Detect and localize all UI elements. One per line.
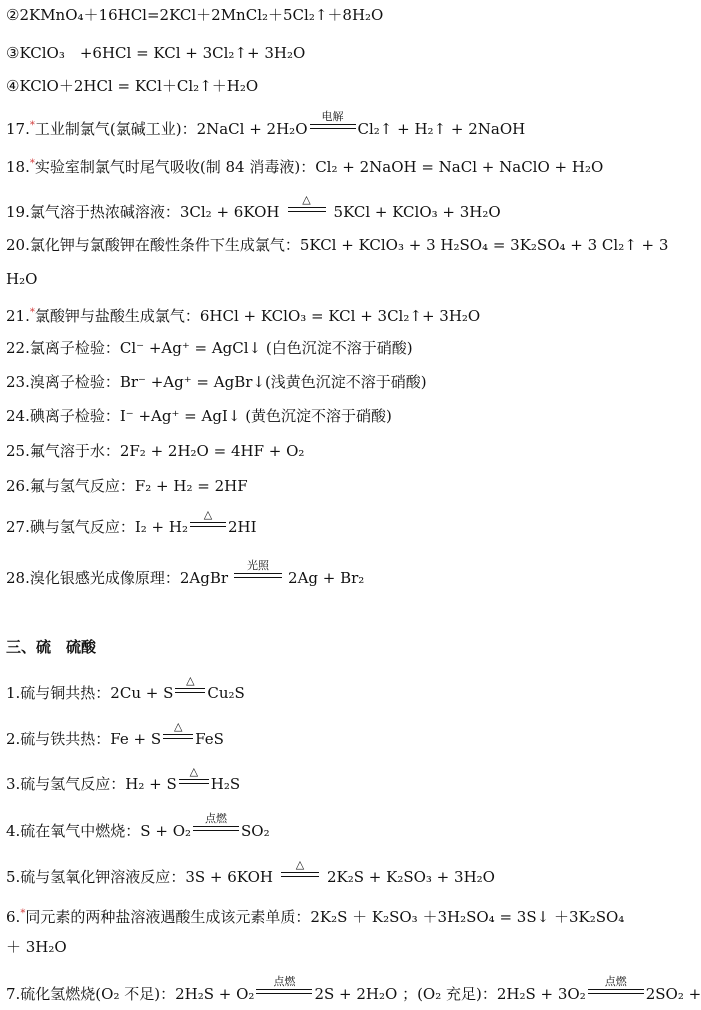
equal-bars <box>281 872 319 877</box>
equation-text: 2.硫与铁共热：Fe + S <box>6 730 162 748</box>
equation-text: FeS <box>195 730 224 748</box>
equation-line <box>6 477 248 495</box>
equation-text: 23.溴离子检验：Br⁻ +Ag⁺ = AgBr↓(浅黄色沉淀不溶于硝酸) <box>6 373 427 391</box>
equation-text: 氯酸钾与盐酸生成氯气：6HCl + KClO₃ = KCl + 3Cl₂↑+ 3H₂O <box>34 307 481 325</box>
equation-text: 4.硫在氧气中燃烧：S + O₂ <box>6 822 192 840</box>
equation-text: H₂O <box>6 270 38 288</box>
item-number: 6. <box>6 908 21 926</box>
condition-label: 点燃 <box>604 975 627 988</box>
star-marker-icon: * <box>29 307 35 318</box>
equation-line <box>6 559 365 592</box>
equation-text: 24.碘离子检验：I⁻ +Ag⁺ = AgI↓ (黄色沉淀不溶于硝酸) <box>6 407 392 425</box>
equal-bars <box>588 989 644 994</box>
equation-text: 7.硫化氢燃烧(O₂ 不足)：2H₂S + O₂ <box>6 985 255 1003</box>
equation-line <box>6 442 304 460</box>
equation-text: 26.氟与氢气反应：F₂ + H₂ = 2HF <box>6 477 248 495</box>
equation-line <box>6 44 305 62</box>
heat-triangle-icon: △ <box>203 508 213 521</box>
item-number: 18. <box>6 158 30 176</box>
heat-triangle-icon: △ <box>189 765 199 778</box>
equation-line <box>6 193 501 226</box>
item-number: 21. <box>6 307 30 325</box>
condition-label: 点燃 <box>205 812 228 825</box>
equation-text: ③KClO₃ +6HCl = KCl + 3Cl₂↑+ 3H₂O <box>6 44 306 62</box>
equation-line <box>6 339 413 357</box>
star-marker-icon: * <box>29 158 35 169</box>
heat-triangle-icon: △ <box>173 720 183 733</box>
equation-text: ④KClO＋2HCl = KCl＋Cl₂↑＋H₂O <box>6 77 259 95</box>
equation-text: 2K₂S + K₂SO₃ + 3H₂O <box>326 868 495 886</box>
equation-line <box>6 858 495 891</box>
equation-text: 工业制氯气(氯碱工业)：2NaCl + 2H₂O <box>34 120 308 138</box>
equation-line <box>6 155 603 176</box>
equation-text: ②2KMnO₄＋16HCl=2KCl＋2MnCl₂＋5Cl₂↑＋8H₂O <box>6 6 384 24</box>
equation-text: 25.氟气溶于水：2F₂ + 2H₂O = 4HF + O₂ <box>6 442 305 460</box>
equation-text: 20.氯化钾与氯酸钾在酸性条件下生成氯气：5KCl + KClO₃ + 3 H₂SO₄ = 3K₂SO₄ + 3 Cl₂↑ + 3 <box>6 236 669 254</box>
equation-text: 实验室制氯气时尾气吸收(制 84 消毒液)：Cl₂ + 2NaOH = NaCl + NaClO + H₂O <box>34 158 604 176</box>
equation-line <box>6 270 37 288</box>
star-marker-icon: * <box>29 120 35 131</box>
item-number: 17. <box>6 120 30 138</box>
condition-label: 光照 <box>247 559 270 572</box>
reaction-condition <box>234 560 282 586</box>
equation-text: 28.溴化银感光成像原理：2AgBr <box>6 569 229 587</box>
equal-bars <box>179 779 209 784</box>
equal-bars <box>310 124 356 129</box>
reaction-condition <box>179 766 209 792</box>
reaction-condition <box>310 111 356 137</box>
equation-line <box>6 508 257 541</box>
section-heading <box>6 638 96 656</box>
equation-line <box>6 236 668 254</box>
equation-text: 2S + 2H₂O ；(O₂ 充足)：2H₂S + 3O₂ <box>314 985 586 1003</box>
equation-text: 22.氯离子检验：Cl⁻ +Ag⁺ = AgCl↓ (白色沉淀不溶于硝酸) <box>6 339 413 357</box>
heat-triangle-icon: △ <box>295 858 305 871</box>
equation-line <box>6 905 624 926</box>
equation-text: 同元素的两种盐溶液遇酸生成该元素单质：2K₂S ＋ K₂SO₃ ＋3H₂SO₄ = 3S↓ ＋3K₂SO₄ <box>25 908 625 926</box>
equation-text: 2Ag + Br₂ <box>288 569 365 587</box>
equal-bars <box>256 989 312 994</box>
reaction-condition <box>175 675 205 701</box>
equation-line <box>6 975 701 1008</box>
equation-text: 5KCl + KClO₃ + 3H₂O <box>333 203 501 221</box>
equal-bars <box>190 522 226 527</box>
equation-text: H₂S <box>210 775 241 793</box>
section-title: 三、硫 硫酸 <box>6 638 97 656</box>
condition-label: 电解 <box>321 110 344 123</box>
equation-line <box>6 812 270 845</box>
equal-bars <box>234 573 282 578</box>
heat-triangle-icon: △ <box>186 674 195 687</box>
equation-line <box>6 407 392 425</box>
equation-text: 2HI <box>228 518 257 536</box>
equal-bars <box>193 826 239 831</box>
reaction-condition <box>163 721 193 747</box>
equal-bars <box>175 688 205 693</box>
equation-line <box>6 765 241 798</box>
equation-line <box>6 373 427 391</box>
equation-text: 19.氯气溶于热浓碱溶液：3Cl₂ + 6KOH <box>6 203 280 221</box>
equation-line <box>6 304 480 325</box>
reaction-condition <box>281 859 319 885</box>
equation-text: Cl₂↑ + H₂↑ + 2NaOH <box>357 120 526 138</box>
reaction-condition <box>256 976 312 1002</box>
equation-line <box>6 720 224 753</box>
equation-text: 5.硫与氢氧化钾溶液反应：3S + 6KOH <box>6 868 273 886</box>
star-marker-icon: * <box>20 908 26 919</box>
equation-line <box>6 938 67 956</box>
equal-bars <box>288 207 326 212</box>
equation-line <box>6 110 526 143</box>
equation-text: SO₂ <box>241 822 270 840</box>
heat-triangle-icon: △ <box>302 193 311 206</box>
equation-text: 2SO₂ + <box>645 985 701 1003</box>
reaction-condition <box>193 813 239 839</box>
equation-text: 3.硫与氢气反应：H₂ + S <box>6 775 177 793</box>
equation-text: 27.碘与氢气反应：I₂ + H₂ <box>6 518 188 536</box>
equation-line <box>6 6 383 24</box>
reaction-condition <box>588 976 644 1002</box>
condition-label: 点燃 <box>273 975 296 988</box>
equation-text: Cu₂S <box>207 684 245 702</box>
equation-line <box>6 77 258 95</box>
reaction-condition <box>288 194 326 220</box>
equation-text: ＋ 3H₂O <box>6 938 67 956</box>
equal-bars <box>163 734 193 739</box>
reaction-condition <box>190 509 226 535</box>
equation-line <box>6 674 245 707</box>
equation-text: 1.硫与铜共热：2Cu + S <box>6 684 174 702</box>
